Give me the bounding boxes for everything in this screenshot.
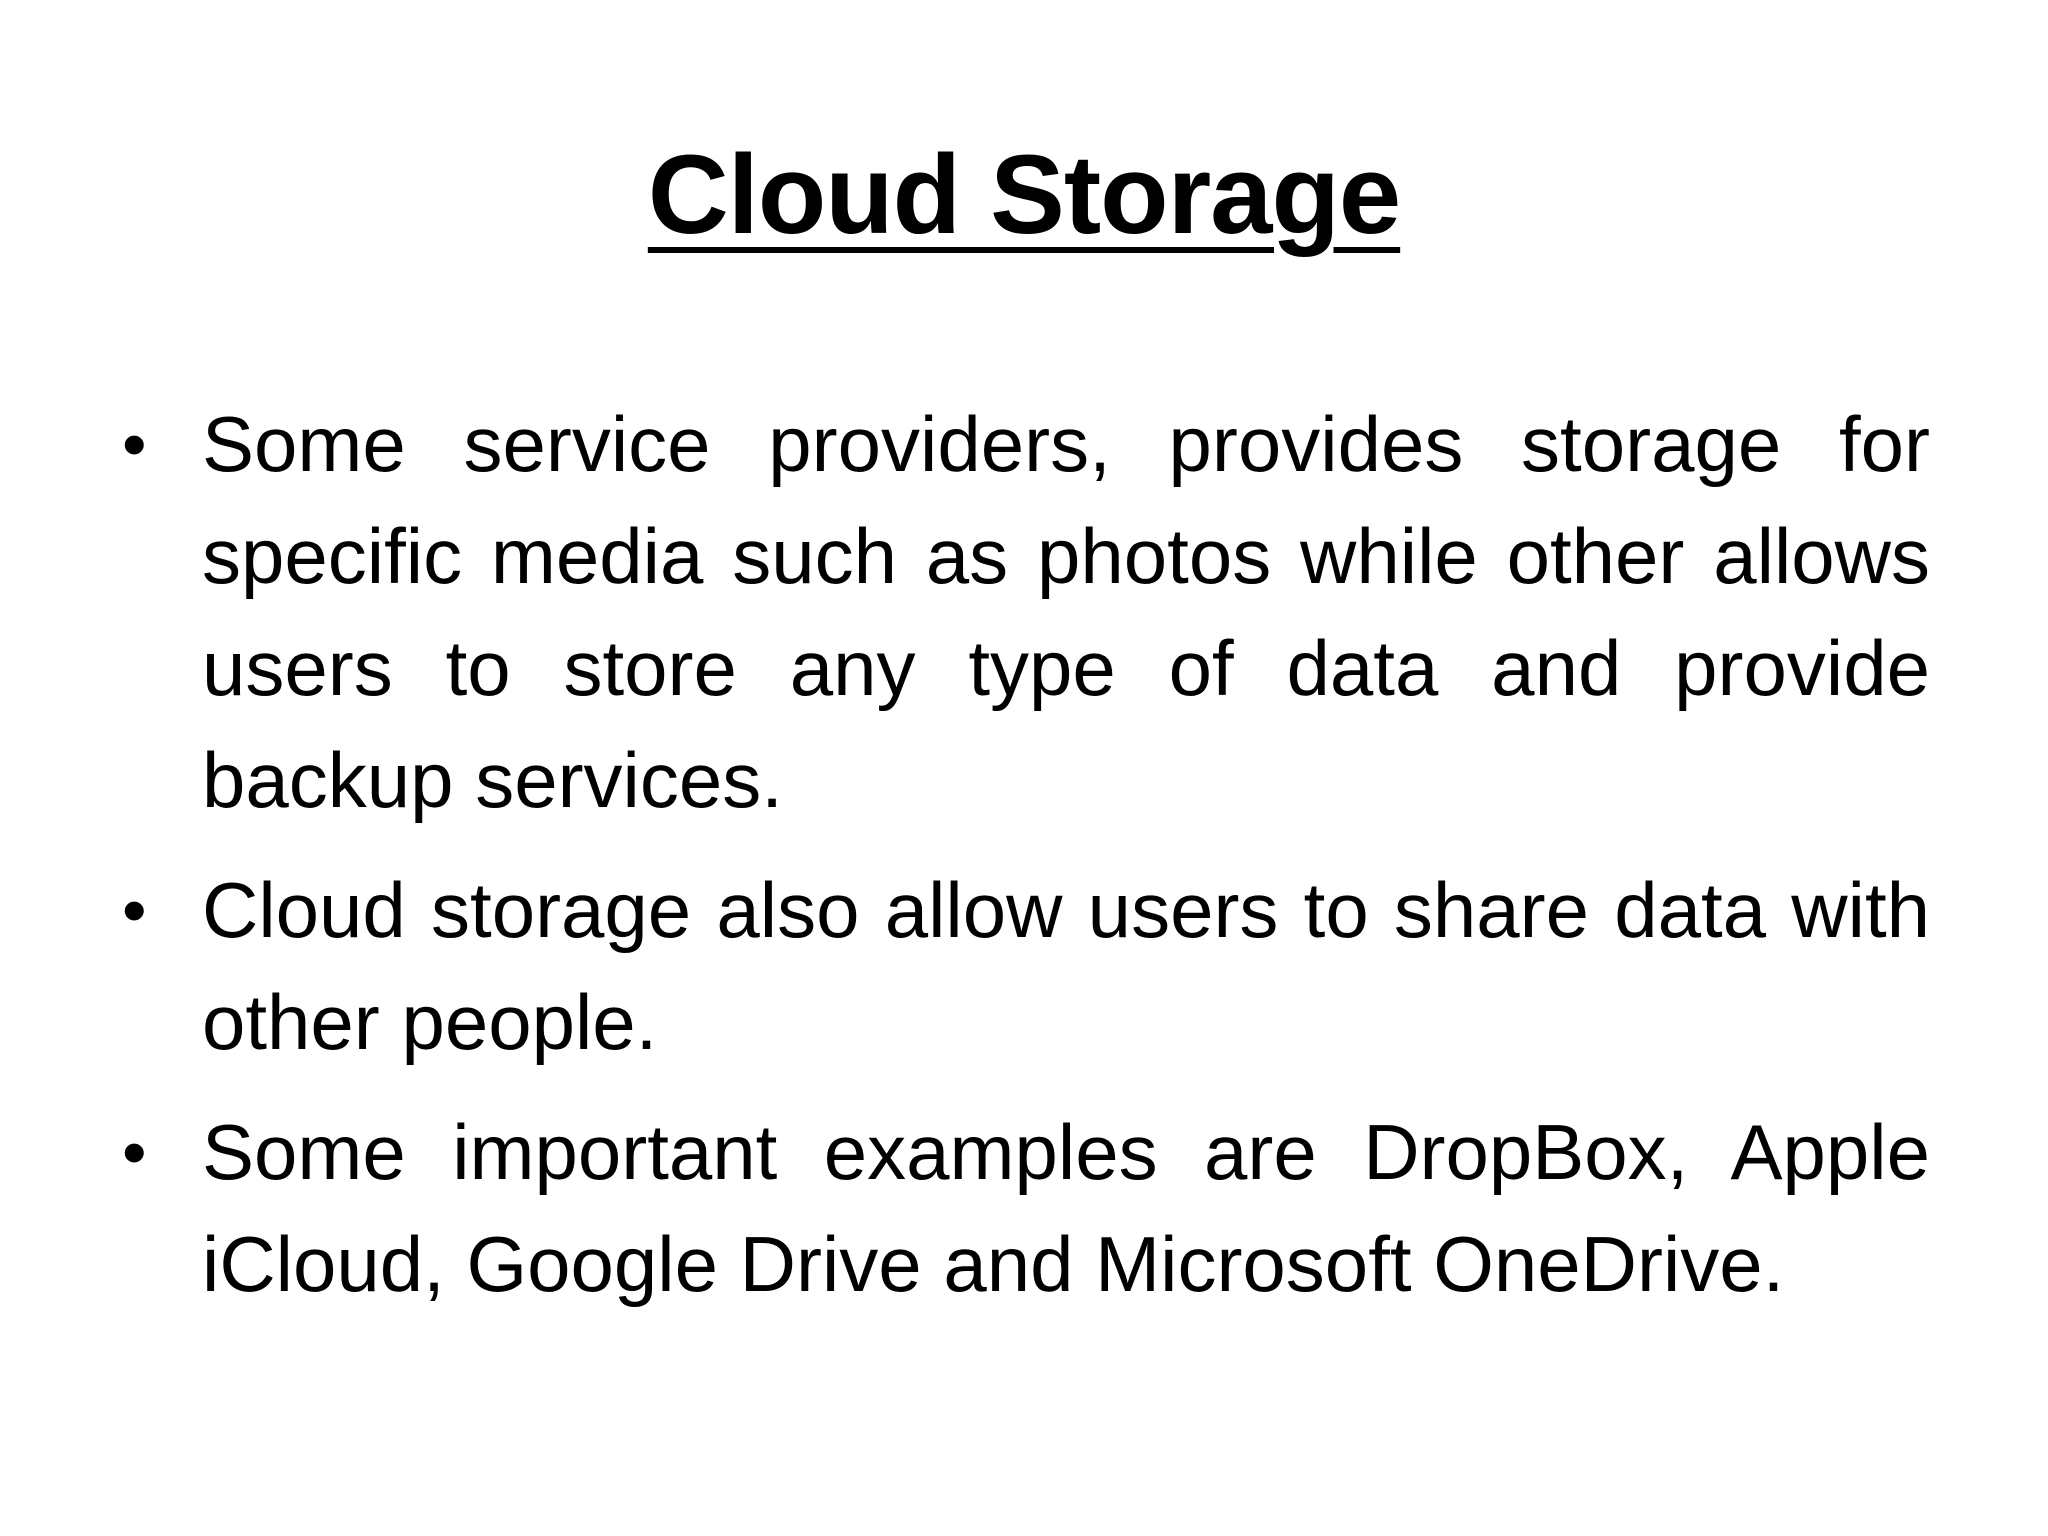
bullet-item — [120, 1096, 1930, 1320]
bullet-text: Cloud storage also allow users to share data with other people. — [202, 866, 1930, 1066]
bullet-item — [120, 388, 1930, 836]
bullet-list — [120, 388, 1930, 1338]
slide-title — [0, 128, 2048, 262]
slide-title-text: Cloud Storage — [647, 132, 1401, 257]
bullet-text: Some service providers, provides storage for specific media such as photos while other allows users to store any type of data and provide backup services. — [202, 400, 1930, 824]
bullet-item — [120, 854, 1930, 1078]
bullet-icon: • — [122, 405, 147, 483]
bullet-text: Some important examples are DropBox, Apple iCloud, Google Drive and Microsoft OneDrive. — [202, 1108, 1930, 1308]
bullet-icon: • — [122, 871, 147, 949]
bullet-icon: • — [122, 1113, 147, 1191]
